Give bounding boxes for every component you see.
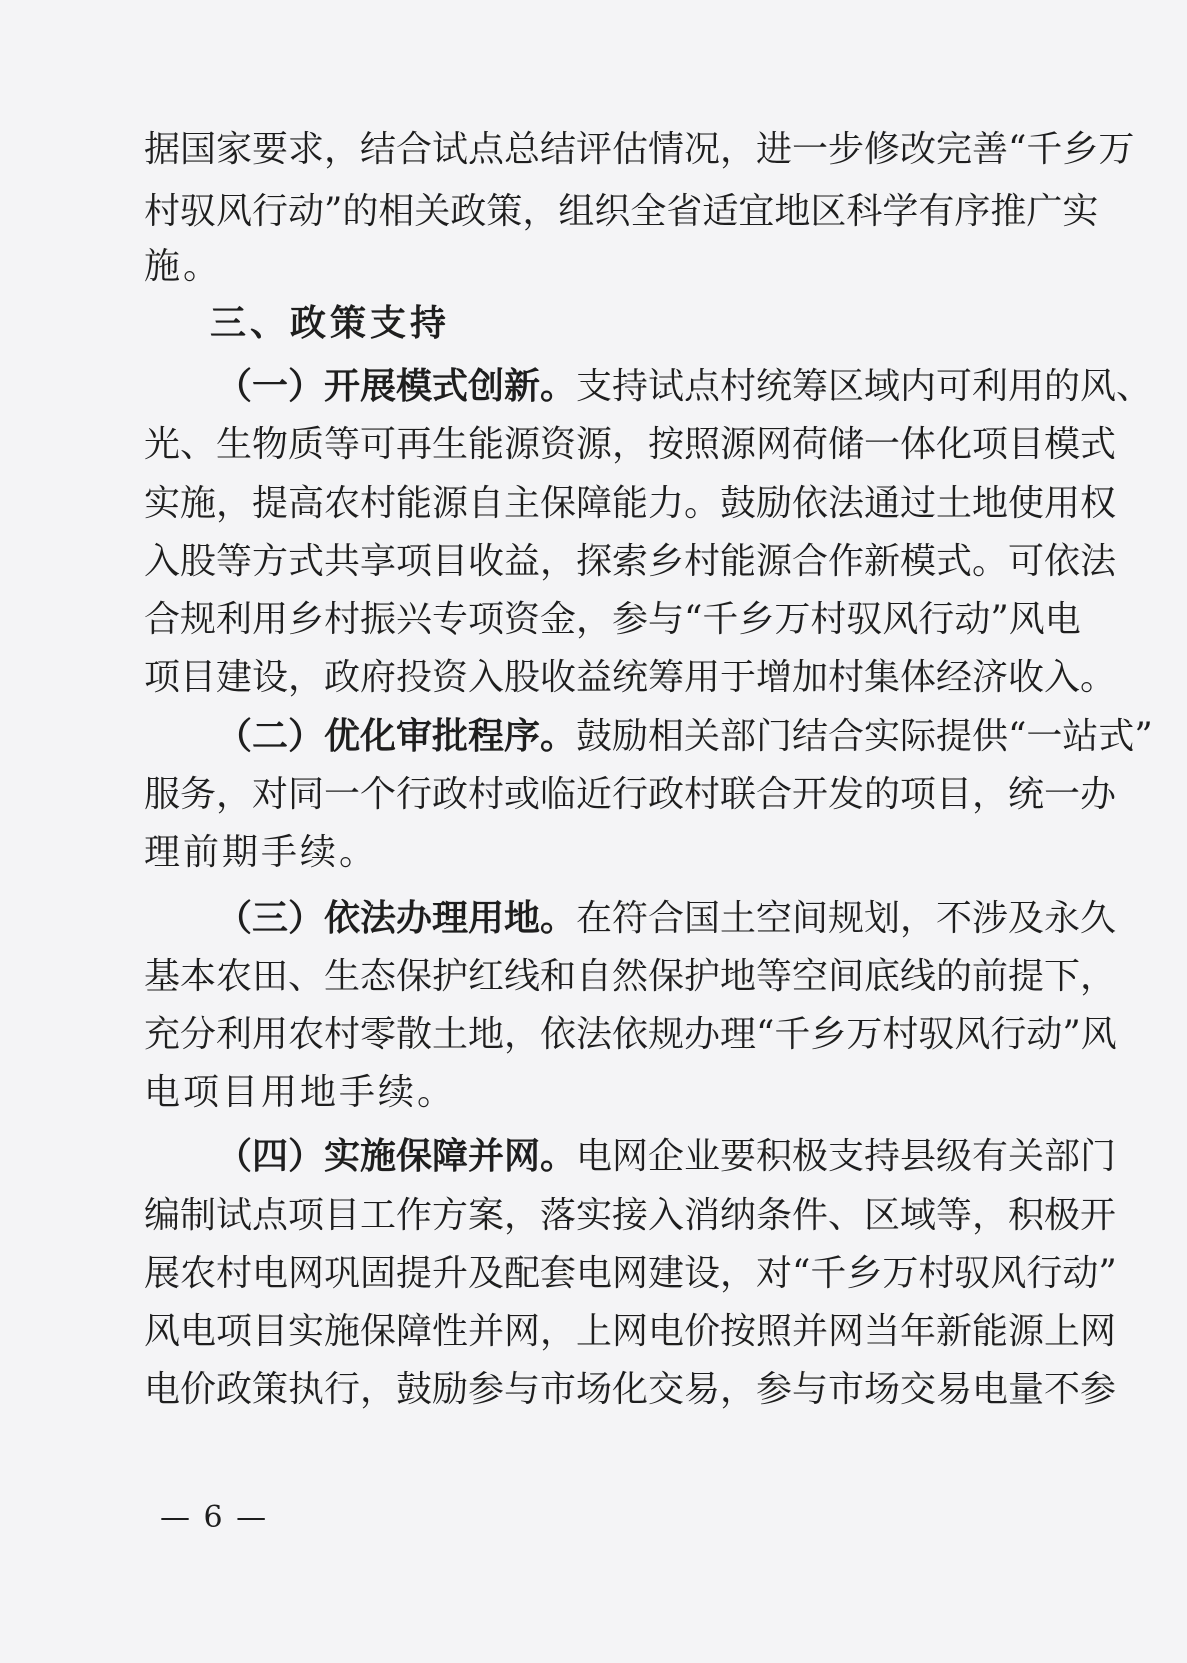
page-number: — 6 — — [160, 1500, 269, 1535]
section-heading-text: 三、政策支持 — [210, 303, 451, 344]
line-text: 理前期手续。 — [144, 832, 379, 873]
line-text: 编制试点项目工作方案，落实接入消纳条件、区域等，积极开 — [144, 1195, 1117, 1236]
body-line — [144, 1366, 1117, 1414]
body-line — [144, 243, 1059, 291]
body-line — [144, 829, 1059, 877]
line-text: 基本农田、生态保护红线和自然保护地等空间底线的前提下， — [144, 956, 1117, 997]
paragraph-lead: （三）依法办理用地。 — [216, 898, 577, 939]
line-text: 电网企业要积极支持县级有关部门 — [576, 1136, 1117, 1177]
body-line — [144, 538, 1117, 586]
body-line — [144, 654, 1117, 702]
body-line — [144, 1192, 1117, 1240]
body-line — [144, 126, 1135, 174]
line-text: 项目建设，政府投资入股收益统筹用于增加村集体经济收入。 — [144, 657, 1117, 698]
body-line — [144, 1308, 1117, 1356]
body-line — [144, 1011, 1117, 1059]
line-text: 在符合国土空间规划，不涉及永久 — [576, 898, 1117, 939]
line-text: 展农村电网巩固提升及配套电网建设，对“千乡万村驭风行动” — [144, 1253, 1117, 1294]
body-line — [144, 188, 1099, 236]
body-line — [144, 1069, 1059, 1117]
paragraph-first-line — [216, 1133, 1117, 1181]
line-text: 光、生物质等可再生能源资源，按照源网荷储一体化项目模式 — [144, 424, 1117, 465]
line-text: 支持试点村统筹区域内可利用的风、 — [576, 366, 1153, 407]
paragraph-lead: （二）优化审批程序。 — [216, 716, 577, 757]
line-text: 电项目用地手续。 — [144, 1072, 457, 1113]
line-text: 风电项目实施保障性并网，上网电价按照并网当年新能源上网 — [144, 1311, 1117, 1352]
line-text: 实施，提高农村能源自主保障能力。鼓励依法通过土地使用权 — [144, 483, 1117, 524]
line-text: 合规利用乡村振兴专项资金，参与“千乡万村驭风行动”风电 — [144, 599, 1081, 640]
line-text: 充分利用农村零散土地，依法依规办理“千乡万村驭风行动”风 — [144, 1014, 1117, 1055]
body-line — [144, 421, 1117, 469]
body-line — [144, 596, 1081, 644]
paragraph-first-line — [216, 363, 1153, 411]
line-text: 村驭风行动”的相关政策，组织全省适宜地区科学有序推广实 — [144, 191, 1099, 232]
body-line — [144, 480, 1117, 528]
body-line — [144, 771, 1117, 819]
paragraph-lead: （一）开展模式创新。 — [216, 366, 577, 407]
line-text: 入股等方式共享项目收益，探索乡村能源合作新模式。可依法 — [144, 541, 1117, 582]
line-text: 鼓励相关部门结合实际提供“一站式” — [576, 716, 1153, 757]
line-text: 据国家要求，结合试点总结评估情况，进一步修改完善“千乡万 — [144, 129, 1135, 170]
paragraph-first-line — [216, 895, 1117, 943]
line-text: 施。 — [144, 246, 223, 287]
paragraph-lead: （四）实施保障并网。 — [216, 1136, 577, 1177]
paragraph-first-line — [216, 713, 1153, 761]
body-line — [144, 1250, 1117, 1298]
line-text: 电价政策执行，鼓励参与市场化交易，参与市场交易电量不参 — [144, 1369, 1117, 1410]
section-heading — [210, 300, 510, 348]
body-line — [144, 953, 1117, 1001]
line-text: 服务，对同一个行政村或临近行政村联合开发的项目，统一办 — [144, 774, 1117, 815]
